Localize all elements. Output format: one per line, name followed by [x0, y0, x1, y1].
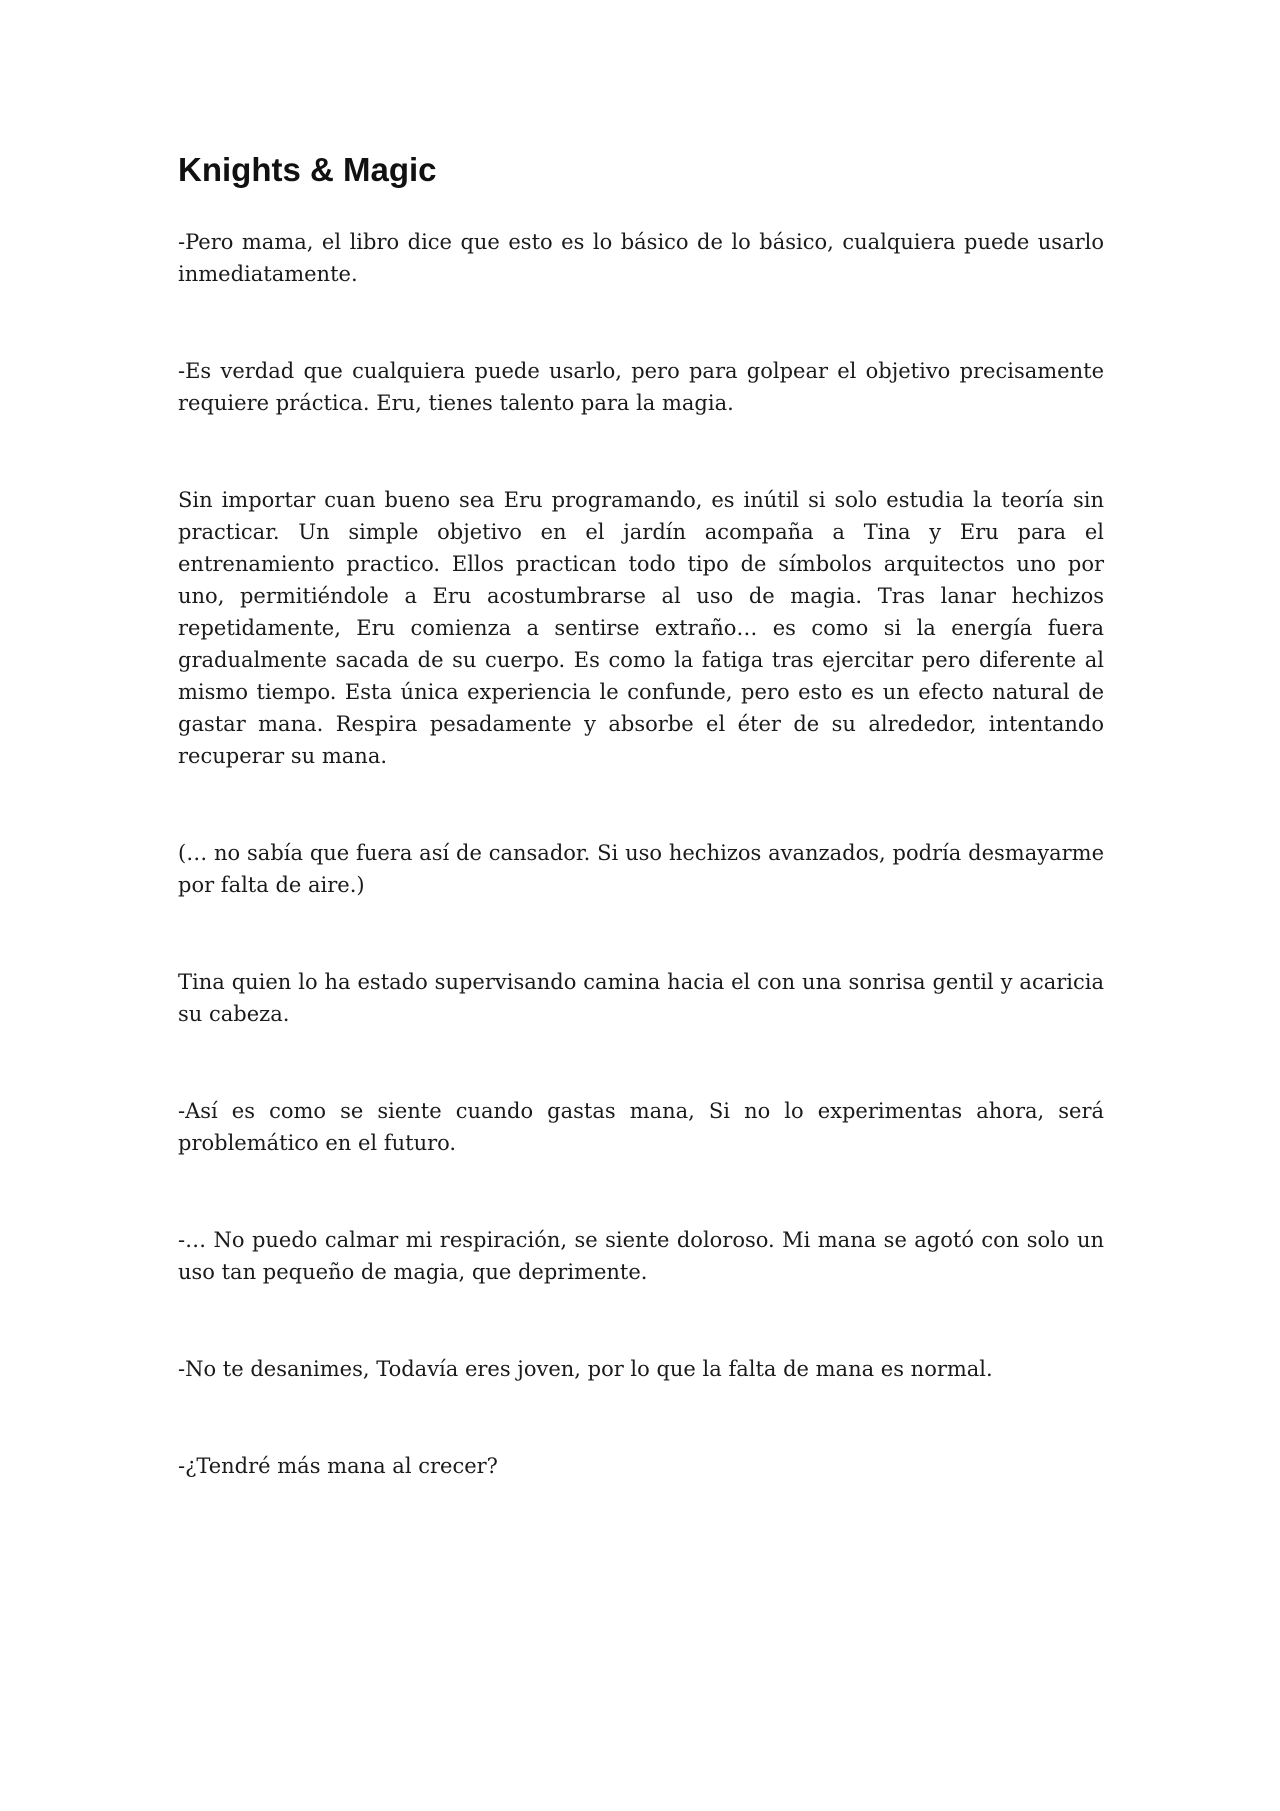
paragraph: Sin importar cuan bueno sea Eru programando, es inútil si solo estudia la teoría sin practicar. Un simple objetivo en el jardín acompaña a Tina y Eru para el entrenamiento practico. Ellos practican todo tipo de símbolos arquitectos uno por uno, permitiéndole a Eru acostumbrarse al uso de magia. Tras lanar hechizos repetidamente, Eru comienza a sentirse extraño… es como si la energía fuera gradualmente sacada de su cuerpo. Es como la fatiga tras ejercitar pero diferente al mismo tiempo. Esta única experiencia le confunde, pero esto es un efecto natural de gastar mana. Respira pesadamente y absorbe el éter de su alrededor, intentando recuperar su mana. — [178, 488, 1104, 768]
paragraph: -Es verdad que cualquiera puede usarlo, pero para golpear el objetivo precisamente requiere práctica. Eru, tienes talento para la magia. — [178, 359, 1104, 415]
paragraph: -Pero mama, el libro dice que esto es lo básico de lo básico, cualquiera puede usarlo inmediatamente. — [178, 230, 1104, 286]
paragraph: (… no sabía que fuera así de cansador. Si uso hechizos avanzados, podría desmayarme por falta de aire.) — [178, 841, 1104, 897]
paragraph: -No te desanimes, Todavía eres joven, por lo que la falta de mana es normal. — [178, 1357, 993, 1381]
paragraph: -Así es como se siente cuando gastas mana, Si no lo experimentas ahora, será problemático en el futuro. — [178, 1099, 1104, 1155]
paragraph: Tina quien lo ha estado supervisando camina hacia el con una sonrisa gentil y acaricia su cabeza. — [178, 970, 1104, 1026]
document-title: Knights & Magic — [178, 151, 437, 188]
document-body — [178, 226, 1104, 1482]
paragraph: -… No puedo calmar mi respiración, se siente doloroso. Mi mana se agotó con solo un uso tan pequeño de magia, que deprimente. — [178, 1228, 1104, 1284]
paragraph: -¿Tendré más mana al crecer? — [178, 1454, 498, 1478]
